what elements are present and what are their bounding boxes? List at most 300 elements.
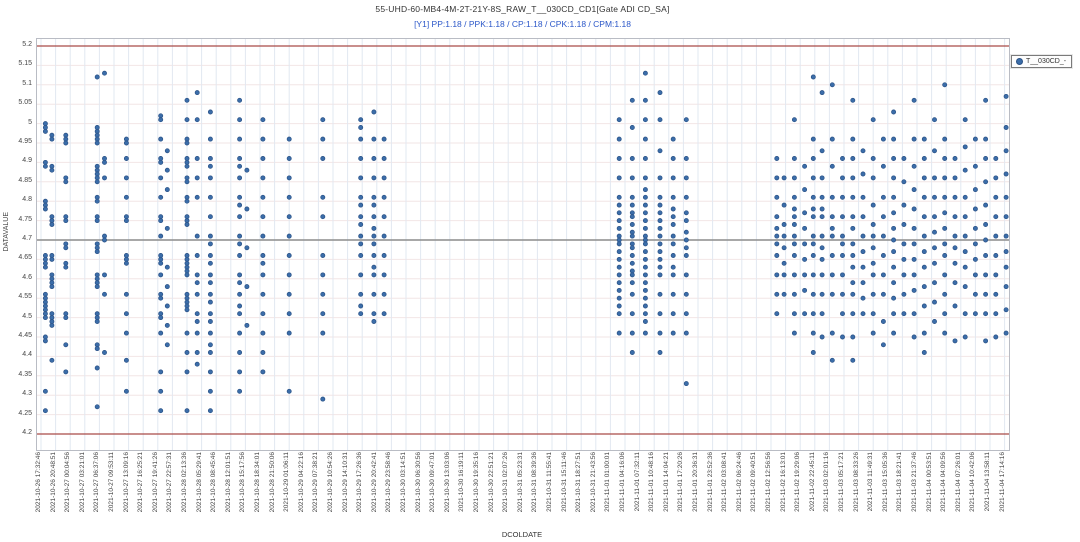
data-point: [912, 242, 916, 246]
data-point: [861, 172, 865, 176]
data-point: [159, 331, 163, 335]
data-point: [851, 292, 855, 296]
data-point: [1004, 250, 1008, 254]
data-point: [1004, 94, 1008, 98]
data-point: [840, 253, 844, 257]
data-point: [892, 312, 896, 316]
data-point: [922, 234, 926, 238]
x-tick-label: 2021-10-31 08:39:36: [531, 452, 539, 513]
data-point: [658, 211, 662, 215]
data-point: [912, 137, 916, 141]
data-point: [871, 156, 875, 160]
data-point: [208, 176, 212, 180]
data-point: [643, 71, 647, 75]
data-point: [185, 370, 189, 374]
x-tick-label: 2021-11-01 23:52:36: [706, 452, 714, 512]
x-tick-label: 2021-11-03 08:33:26: [852, 452, 860, 512]
data-point: [617, 242, 621, 246]
data-point: [973, 226, 977, 230]
data-point: [95, 250, 99, 254]
data-point: [185, 273, 189, 277]
data-point: [372, 265, 376, 269]
data-point: [775, 215, 779, 219]
data-point: [245, 246, 249, 250]
data-point: [382, 137, 386, 141]
data-point: [871, 292, 875, 296]
data-point: [359, 176, 363, 180]
data-point: [643, 211, 647, 215]
data-point: [892, 110, 896, 114]
data-point: [671, 273, 675, 277]
y-tick-label: 5.2: [22, 41, 32, 48]
data-point: [922, 156, 926, 160]
data-point: [159, 118, 163, 122]
data-point: [630, 261, 634, 265]
x-tick-label: 2021-10-26 20:48:51: [49, 452, 57, 513]
x-tick-label: 2021-10-29 20:42:41: [370, 452, 378, 513]
data-point: [208, 292, 212, 296]
data-point: [658, 195, 662, 199]
data-point: [185, 222, 189, 226]
data-point: [630, 331, 634, 335]
data-point: [261, 137, 265, 141]
data-point: [830, 83, 834, 87]
data-point: [238, 195, 242, 199]
data-point: [195, 156, 199, 160]
data-point: [871, 331, 875, 335]
data-point: [643, 312, 647, 316]
data-point: [912, 98, 916, 102]
data-point: [630, 156, 634, 160]
data-point: [643, 226, 647, 230]
data-point: [963, 335, 967, 339]
data-point: [658, 226, 662, 230]
data-point: [643, 98, 647, 102]
data-point: [245, 323, 249, 327]
data-point: [238, 304, 242, 308]
data-point: [861, 215, 865, 219]
data-point: [195, 273, 199, 277]
data-point: [372, 312, 376, 316]
data-point: [321, 118, 325, 122]
data-point: [124, 358, 128, 362]
data-point: [261, 312, 265, 316]
data-point: [684, 382, 688, 386]
data-point: [792, 207, 796, 211]
data-point: [195, 234, 199, 238]
data-point: [658, 350, 662, 354]
y-tick-label: 4.55: [18, 293, 32, 301]
x-tick-label: 2021-10-29 14:10:31: [341, 452, 349, 513]
data-point: [994, 195, 998, 199]
data-point: [321, 137, 325, 141]
data-point: [671, 331, 675, 335]
y-tick-label: 4.3: [22, 390, 32, 398]
data-point: [973, 207, 977, 211]
data-point: [165, 149, 169, 153]
data-point: [851, 137, 855, 141]
x-tick-label: 2021-10-27 19:41:26: [151, 452, 159, 513]
data-point: [124, 331, 128, 335]
data-point: [208, 253, 212, 257]
data-point: [943, 226, 947, 230]
data-point: [359, 137, 363, 141]
data-point: [922, 285, 926, 289]
data-point: [287, 215, 291, 219]
data-point: [359, 253, 363, 257]
y-tick-label: 5.1: [22, 79, 32, 87]
data-point: [922, 331, 926, 335]
data-point: [1004, 308, 1008, 312]
data-point: [261, 292, 265, 296]
data-point: [617, 304, 621, 308]
data-point: [775, 273, 779, 277]
data-point: [1004, 149, 1008, 153]
data-point: [820, 273, 824, 277]
data-point: [820, 257, 824, 261]
y-tick-label: 5.05: [18, 99, 32, 107]
data-point: [359, 304, 363, 308]
data-point: [372, 195, 376, 199]
data-point: [617, 257, 621, 261]
data-point: [643, 118, 647, 122]
data-point: [195, 176, 199, 180]
data-point: [932, 319, 936, 323]
x-tick-label: 2021-11-04 07:26:01: [954, 452, 962, 512]
data-point: [245, 207, 249, 211]
data-point: [238, 292, 242, 296]
data-point: [892, 195, 896, 199]
data-point: [630, 176, 634, 180]
data-point: [287, 312, 291, 316]
data-point: [902, 292, 906, 296]
data-point: [238, 273, 242, 277]
data-point: [617, 156, 621, 160]
data-point: [208, 234, 212, 238]
data-point: [943, 273, 947, 277]
data-point: [943, 176, 947, 180]
data-point: [50, 222, 54, 226]
data-point: [984, 273, 988, 277]
data-point: [922, 137, 926, 141]
data-point: [159, 273, 163, 277]
data-point: [382, 156, 386, 160]
data-point: [871, 312, 875, 316]
data-point: [359, 156, 363, 160]
data-point: [912, 188, 916, 192]
data-point: [208, 350, 212, 354]
data-point: [984, 292, 988, 296]
data-point: [892, 296, 896, 300]
data-point: [684, 195, 688, 199]
x-tick-label: 2021-10-30 03:14:51: [400, 452, 407, 513]
data-point: [830, 331, 834, 335]
x-tick-label: 2021-10-31 02:07:26: [502, 452, 510, 513]
data-point: [238, 350, 242, 354]
data-point: [261, 118, 265, 122]
data-point: [64, 316, 68, 320]
data-point: [165, 323, 169, 327]
data-point: [124, 195, 128, 199]
data-point: [830, 292, 834, 296]
x-tick-label: 2021-10-27 13:09:16: [122, 452, 130, 513]
data-point: [984, 98, 988, 102]
data-point: [159, 370, 163, 374]
data-point: [208, 370, 212, 374]
data-point: [1004, 125, 1008, 129]
data-point: [830, 164, 834, 168]
data-point: [238, 156, 242, 160]
data-point: [811, 195, 815, 199]
data-point: [159, 160, 163, 164]
data-point: [124, 141, 128, 145]
data-point: [932, 230, 936, 234]
data-point: [630, 222, 634, 226]
data-point: [973, 137, 977, 141]
data-point: [372, 273, 376, 277]
data-point: [658, 273, 662, 277]
data-point: [851, 281, 855, 285]
data-point: [643, 296, 647, 300]
data-point: [643, 288, 647, 292]
data-point: [851, 242, 855, 246]
data-point: [617, 288, 621, 292]
data-point: [943, 312, 947, 316]
data-point: [792, 253, 796, 257]
data-point: [643, 195, 647, 199]
data-point: [902, 180, 906, 184]
data-point: [195, 253, 199, 257]
data-point: [792, 118, 796, 122]
data-point: [643, 156, 647, 160]
data-point: [932, 195, 936, 199]
data-point: [185, 180, 189, 184]
data-point: [165, 226, 169, 230]
data-point: [208, 156, 212, 160]
data-point: [792, 156, 796, 160]
plot-area: [36, 38, 1010, 451]
data-point: [792, 176, 796, 180]
data-point: [932, 149, 936, 153]
data-point: [922, 215, 926, 219]
data-point: [208, 273, 212, 277]
data-point: [953, 176, 957, 180]
data-point: [643, 176, 647, 180]
data-point: [102, 350, 106, 354]
data-point: [902, 242, 906, 246]
data-point: [840, 312, 844, 316]
data-point: [261, 253, 265, 257]
x-tick-label: 2021-10-27 06:37:06: [93, 452, 101, 513]
data-point: [782, 273, 786, 277]
x-tick-label: 2021-10-27 09:53:11: [108, 452, 115, 512]
data-point: [658, 312, 662, 316]
x-tick-label: 2021-11-01 07:32:11: [633, 452, 641, 512]
scatter-series: [43, 71, 1008, 413]
data-point: [185, 98, 189, 102]
data-point: [953, 234, 957, 238]
data-point: [95, 219, 99, 223]
data-point: [984, 180, 988, 184]
data-point: [861, 296, 865, 300]
data-point: [851, 195, 855, 199]
data-point: [792, 292, 796, 296]
x-tick-label: 2021-10-28 05:29:41: [195, 452, 203, 513]
data-point: [630, 234, 634, 238]
data-point: [830, 226, 834, 230]
data-point: [359, 195, 363, 199]
x-tick-label: 2021-10-30 22:51:21: [487, 452, 495, 513]
data-point: [803, 164, 807, 168]
data-point: [851, 358, 855, 362]
data-point: [840, 242, 844, 246]
data-point: [185, 308, 189, 312]
data-point: [881, 234, 885, 238]
data-point: [287, 292, 291, 296]
data-point: [64, 370, 68, 374]
data-point: [902, 312, 906, 316]
chart-title: 55-UHD-60-MB4-4M-2T-21Y-8S_RAW_T__030CD_CD1[Gate ADI CD_SA]: [375, 4, 670, 14]
data-point: [922, 265, 926, 269]
data-point: [820, 234, 824, 238]
data-point: [372, 226, 376, 230]
data-point: [382, 195, 386, 199]
data-point: [943, 331, 947, 335]
data-point: [165, 304, 169, 308]
data-point: [643, 331, 647, 335]
data-point: [861, 234, 865, 238]
x-tick-label: 2021-11-04 17:14:16: [998, 452, 1006, 512]
data-point: [684, 238, 688, 242]
data-point: [208, 343, 212, 347]
data-point: [684, 246, 688, 250]
data-point: [617, 137, 621, 141]
data-point: [208, 281, 212, 285]
y-tick-label: 4.2: [22, 429, 32, 436]
data-point: [811, 75, 815, 79]
data-point: [963, 168, 967, 172]
x-tick-label: 2021-10-29 07:38:21: [312, 452, 320, 513]
data-point: [245, 285, 249, 289]
data-point: [617, 226, 621, 230]
x-tick-label: 2021-11-03 11:49:31: [867, 452, 875, 512]
data-point: [984, 156, 988, 160]
data-point: [617, 203, 621, 207]
data-point: [792, 215, 796, 219]
data-point: [1004, 215, 1008, 219]
data-point: [932, 215, 936, 219]
data-point: [811, 273, 815, 277]
x-tick-label: 2021-10-28 15:17:56: [239, 452, 247, 513]
data-point: [671, 176, 675, 180]
data-point: [803, 288, 807, 292]
data-point: [43, 265, 47, 269]
data-point: [984, 253, 988, 257]
data-point: [382, 234, 386, 238]
data-point: [892, 211, 896, 215]
data-point: [963, 215, 967, 219]
x-tick-label: 2021-10-30 06:30:56: [414, 452, 422, 513]
data-point: [287, 253, 291, 257]
data-point: [830, 273, 834, 277]
data-point: [881, 137, 885, 141]
x-tick-label: 2021-11-03 02:01:16: [823, 452, 831, 512]
data-point: [820, 246, 824, 250]
data-point: [851, 156, 855, 160]
data-point: [1004, 331, 1008, 335]
data-point: [792, 234, 796, 238]
x-tick-label: 2021-11-03 21:37:46: [911, 452, 918, 512]
x-tick-label: 2021-11-04 04:09:56: [940, 452, 948, 512]
data-point: [208, 137, 212, 141]
data-point: [943, 242, 947, 246]
data-point: [159, 137, 163, 141]
data-point: [792, 312, 796, 316]
x-tick-label: 2021-11-01 17:20:26: [677, 452, 685, 512]
data-point: [382, 176, 386, 180]
data-point: [973, 257, 977, 261]
data-point: [953, 215, 957, 219]
data-point: [185, 141, 189, 145]
data-point: [372, 176, 376, 180]
data-point: [359, 125, 363, 129]
data-point: [973, 312, 977, 316]
data-point: [994, 253, 998, 257]
data-point: [840, 292, 844, 296]
data-point: [892, 238, 896, 242]
data-point: [684, 312, 688, 316]
data-point: [64, 141, 68, 145]
data-point: [159, 176, 163, 180]
y-tick-label: 4.75: [18, 215, 32, 223]
data-point: [984, 203, 988, 207]
x-tick-label: 2021-10-29 01:06:11: [283, 452, 291, 512]
data-point: [238, 389, 242, 393]
data-point: [973, 292, 977, 296]
data-point: [630, 273, 634, 277]
data-point: [643, 257, 647, 261]
data-point: [803, 188, 807, 192]
x-axis-label: DCOLDATE: [501, 530, 543, 539]
data-point: [871, 246, 875, 250]
data-point: [912, 226, 916, 230]
x-tick-label: 2021-11-03 18:21:41: [896, 452, 904, 512]
data-point: [820, 91, 824, 95]
data-point: [43, 164, 47, 168]
data-point: [871, 273, 875, 277]
legend-box[interactable]: [1011, 55, 1072, 68]
data-point: [811, 253, 815, 257]
data-point: [102, 292, 106, 296]
data-point: [861, 312, 865, 316]
data-point: [372, 234, 376, 238]
data-point: [820, 335, 824, 339]
data-point: [64, 246, 68, 250]
x-tick-label: 2021-10-30 13:03:06: [443, 452, 451, 513]
data-point: [973, 273, 977, 277]
data-point: [932, 281, 936, 285]
data-point: [630, 292, 634, 296]
x-tick-label: 2021-10-31 18:27:51: [575, 452, 583, 513]
x-tick-label: 2021-11-04 13:58:11: [984, 452, 991, 512]
y-tick-label: 4.6: [22, 273, 32, 281]
data-point: [671, 137, 675, 141]
data-point: [359, 118, 363, 122]
data-point: [943, 83, 947, 87]
data-point: [195, 292, 199, 296]
data-point: [861, 265, 865, 269]
data-point: [994, 176, 998, 180]
